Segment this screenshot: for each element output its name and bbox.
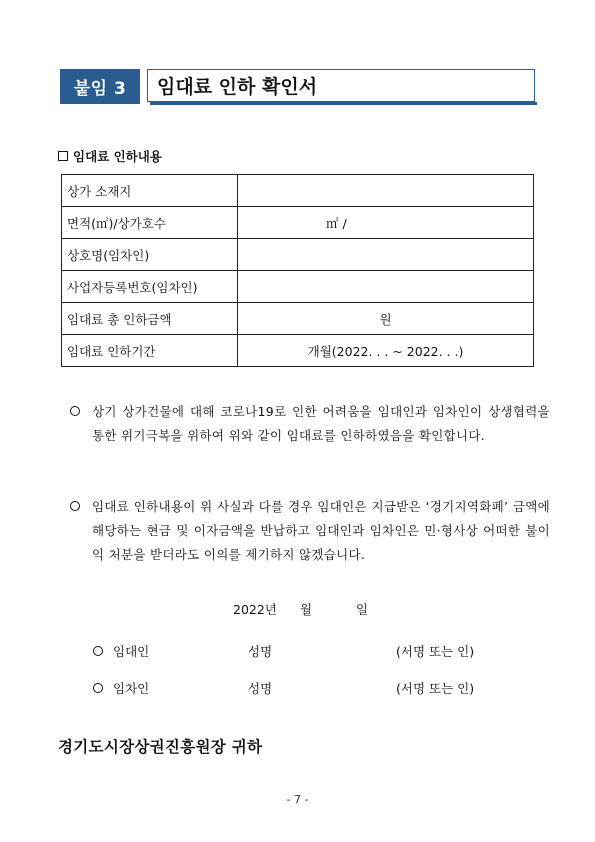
- signature-row-lessee: [93, 679, 149, 697]
- checkbox-icon: [58, 151, 68, 161]
- table-label: 사업자등록번호(임차인): [62, 271, 238, 303]
- table-value: 원: [238, 303, 534, 335]
- circle-bullet-icon: [93, 646, 103, 656]
- paragraph-text: 상기 상가건물에 대해 코로나19로 인한 어려움을 임대인과 임차인이 상생협력을 통한 위기극복을 위하여 위와 같이 임대료를 인하하였음을 확인합니다.: [92, 404, 550, 443]
- table-value: [238, 175, 534, 207]
- section-heading: [58, 147, 162, 165]
- circle-bullet-icon: [70, 495, 80, 519]
- table-row: [62, 271, 534, 303]
- table-row: [62, 335, 534, 367]
- circle-bullet-icon: [93, 683, 103, 693]
- table-label: 상호명(임차인): [62, 239, 238, 271]
- table-value: [238, 271, 534, 303]
- table-row: [62, 303, 534, 335]
- table-value: ㎡ /: [238, 207, 534, 239]
- table-label: 면적(㎡)/상가호수: [62, 207, 238, 239]
- circle-bullet-icon: [70, 400, 80, 424]
- table-label: 임대료 총 인하금액: [62, 303, 238, 335]
- rent-info-table: [61, 174, 534, 367]
- table-row: [62, 207, 534, 239]
- signature-role: 임차인: [113, 681, 150, 696]
- date-year: 2022년: [233, 602, 277, 617]
- section-heading-label: 임대료 인하내용: [73, 149, 162, 164]
- table-row: [62, 175, 534, 207]
- attachment-badge: 붙임 3: [60, 69, 140, 104]
- table-row: [62, 239, 534, 271]
- document-title: 임대료 인하 확인서: [147, 69, 535, 102]
- name-label: 성명: [248, 644, 273, 659]
- date-day: 일: [356, 602, 369, 617]
- sign-hint: (서명 또는 인): [396, 644, 475, 659]
- liability-paragraph: [70, 495, 550, 567]
- paragraph-text: 임대료 인하내용이 위 사실과 다를 경우 임대인은 지급받은 ‘경기지역화폐’ 금액에 해당하는 현금 및 이자금액을 반납하고 임대인과 임차인은 민·형사상 어떠한 불이익 처분을 받더라도 이의를 제기하지 않겠습니다.: [92, 499, 550, 562]
- page-number: - 7 -: [286, 793, 309, 806]
- sign-hint: (서명 또는 인): [396, 681, 475, 696]
- table-value: 개월(2022. . . ~ 2022. . .): [238, 335, 534, 367]
- table-value: [238, 239, 534, 271]
- table-label: 상가 소재지: [62, 175, 238, 207]
- confirmation-paragraph: [70, 400, 550, 448]
- signature-row-lessor: [93, 642, 149, 660]
- table-label: 임대료 인하기간: [62, 335, 238, 367]
- date-month: 월: [300, 602, 313, 617]
- signature-role: 임대인: [113, 644, 150, 659]
- name-label: 성명: [248, 681, 273, 696]
- addressee: 경기도시장상권진흥원장 귀하: [58, 738, 263, 756]
